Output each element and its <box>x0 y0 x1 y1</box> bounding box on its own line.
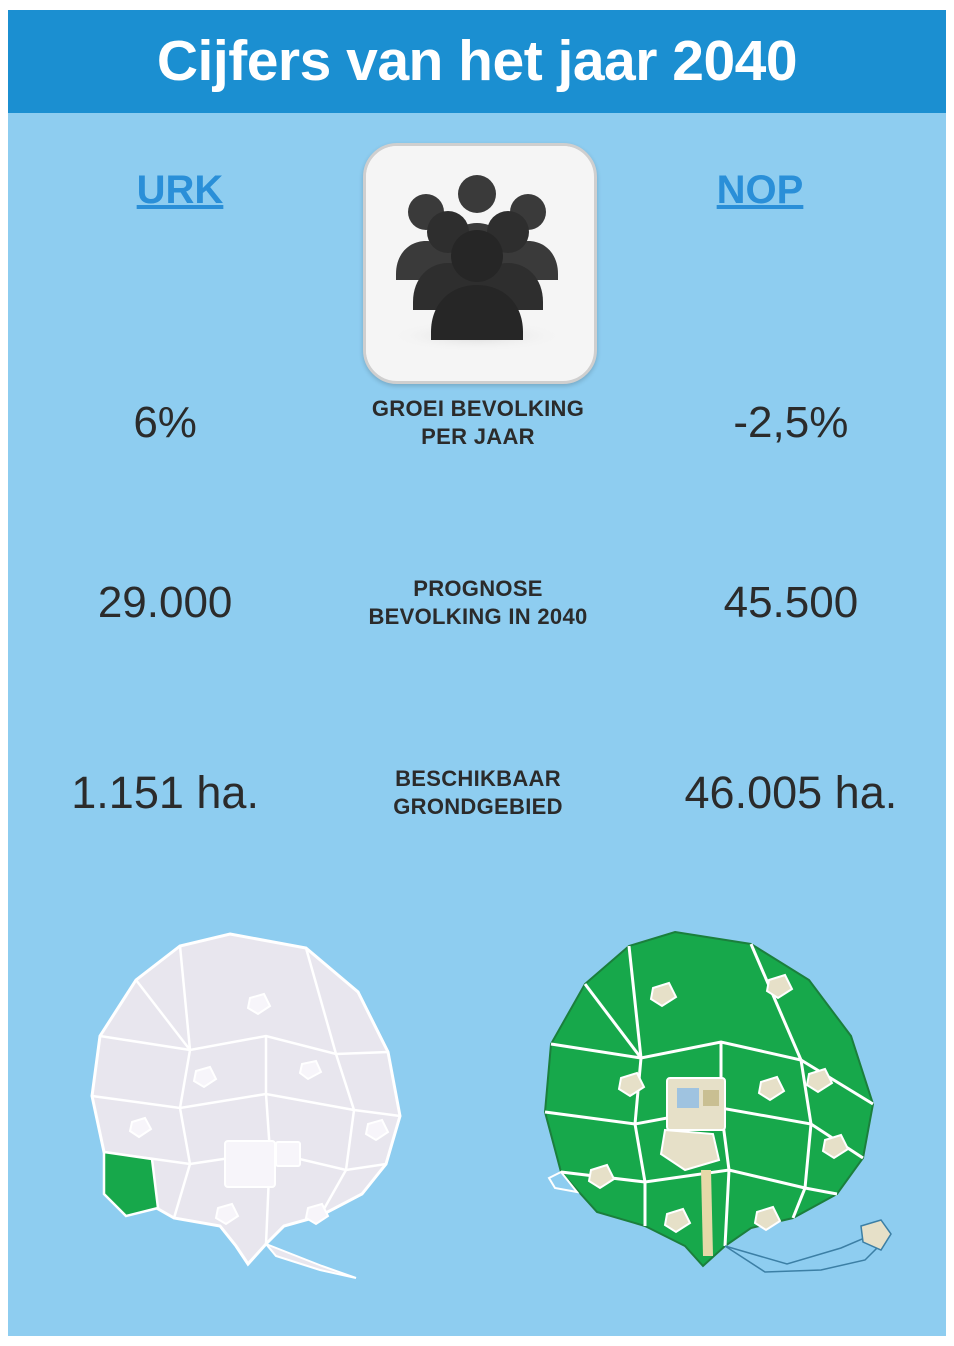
stat-row <box>8 395 946 450</box>
header-bar <box>8 10 946 113</box>
stat-label <box>312 765 644 820</box>
column-header-nop: NOP <box>716 168 804 212</box>
map-urk-shape <box>92 934 400 1278</box>
stat-label-line: PER JAAR <box>421 423 535 449</box>
people-group-icon-card <box>363 143 597 384</box>
map-nop <box>525 926 897 1286</box>
stat-row <box>8 765 946 820</box>
stat-value-urk: 29.000 <box>97 577 233 627</box>
stat-value-nop: 46.005 ha. <box>684 766 898 818</box>
stat-label-line: BESCHIKBAAR <box>395 766 561 791</box>
map-nop-shape <box>545 932 891 1272</box>
page-title: Cijfers van het jaar 2040 <box>156 29 798 93</box>
stat-label-line: PROGNOSE <box>413 576 543 601</box>
stat-row <box>8 575 946 630</box>
stat-label-line: BEVOLKING IN 2040 <box>368 603 588 629</box>
stat-value-nop: 45.500 <box>723 577 859 627</box>
people-group-icon <box>366 146 594 375</box>
stat-label <box>312 395 644 450</box>
stat-value-nop: -2,5% <box>733 397 849 447</box>
column-header-urk: URK <box>136 168 224 212</box>
stat-label-line: GROEI BEVOLKING <box>371 396 585 421</box>
map-urk <box>70 926 420 1286</box>
stat-label <box>312 575 644 630</box>
stat-value-urk: 1.151 ha. <box>71 766 259 818</box>
stat-value-urk: 6% <box>133 397 197 447</box>
stat-label-line: GRONDGEBIED <box>393 793 563 819</box>
